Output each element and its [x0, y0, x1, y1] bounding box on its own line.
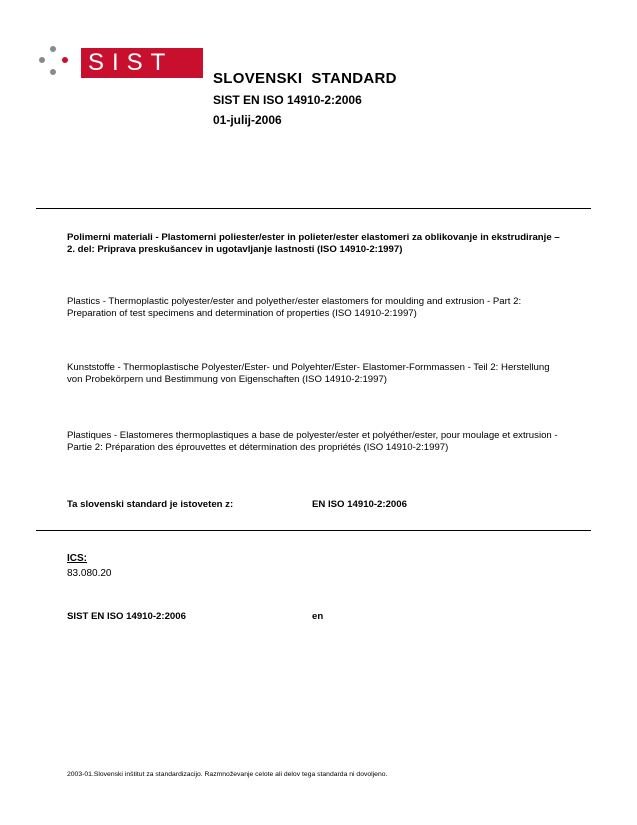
- standard-code: SIST EN ISO 14910-2:2006: [213, 93, 362, 107]
- ics-label: ICS:: [67, 553, 87, 564]
- document-code: SIST EN ISO 14910-2:2006: [67, 611, 186, 622]
- document-code-row: [67, 611, 567, 623]
- logo-dots-icon: [36, 43, 78, 79]
- identical-label: Ta slovenski standard je istoveten z:: [67, 499, 234, 510]
- document-language: en: [312, 611, 324, 622]
- title-french: Plastiques - Elastomeres thermoplastiques a base de polyester/ester et polyéther/ester, pour moulage et extrusion - Partie 2: Préparation des éprouvettes et détermination des propriétés (ISO 14910-2:1997): [67, 430, 558, 453]
- logo-wordmark: SIST: [81, 48, 203, 78]
- identical-statement: [67, 499, 567, 511]
- standard-date: 01-julij-2006: [213, 113, 282, 127]
- document-header: [213, 70, 397, 133]
- ics-block: [67, 553, 112, 579]
- copyright-footer: 2003-01.Slovenski inštitut za standardizacijo. Razmnoževanje celote ali delov tega standarda ni dovoljeno.: [67, 771, 388, 778]
- title-german: Kunststoffe - Thermoplastische Polyester/Ester- und Polyehter/Ester- Elastomer-Formmassen - Teil 2: Herstellung von Probekörpern und Bestimmung von Eigenschaften (ISO 14910-2:1997): [67, 362, 550, 385]
- identical-value: EN ISO 14910-2:2006: [312, 499, 407, 510]
- bottom-divider: [36, 530, 591, 531]
- title-slovenian: Polimerni materiali - Plastomerni poliester/ester in polieter/ester elastomeri za oblikovanje in ekstrudiranje – 2. del: Priprava preskušancev in ugotavljanje lastnosti (ISO 14910-2:1997): [67, 232, 560, 255]
- title-english: Plastics - Thermoplastic polyester/ester and polyether/ester elastomers for moulding and extrusion - Part 2: Preparation of test specimens and determination of properties (ISO 14910-2:1997): [67, 296, 522, 319]
- top-divider: [36, 208, 591, 209]
- standard-heading: SLOVENSKI STANDARD: [213, 70, 397, 87]
- ics-value: 83.080.20: [67, 568, 112, 579]
